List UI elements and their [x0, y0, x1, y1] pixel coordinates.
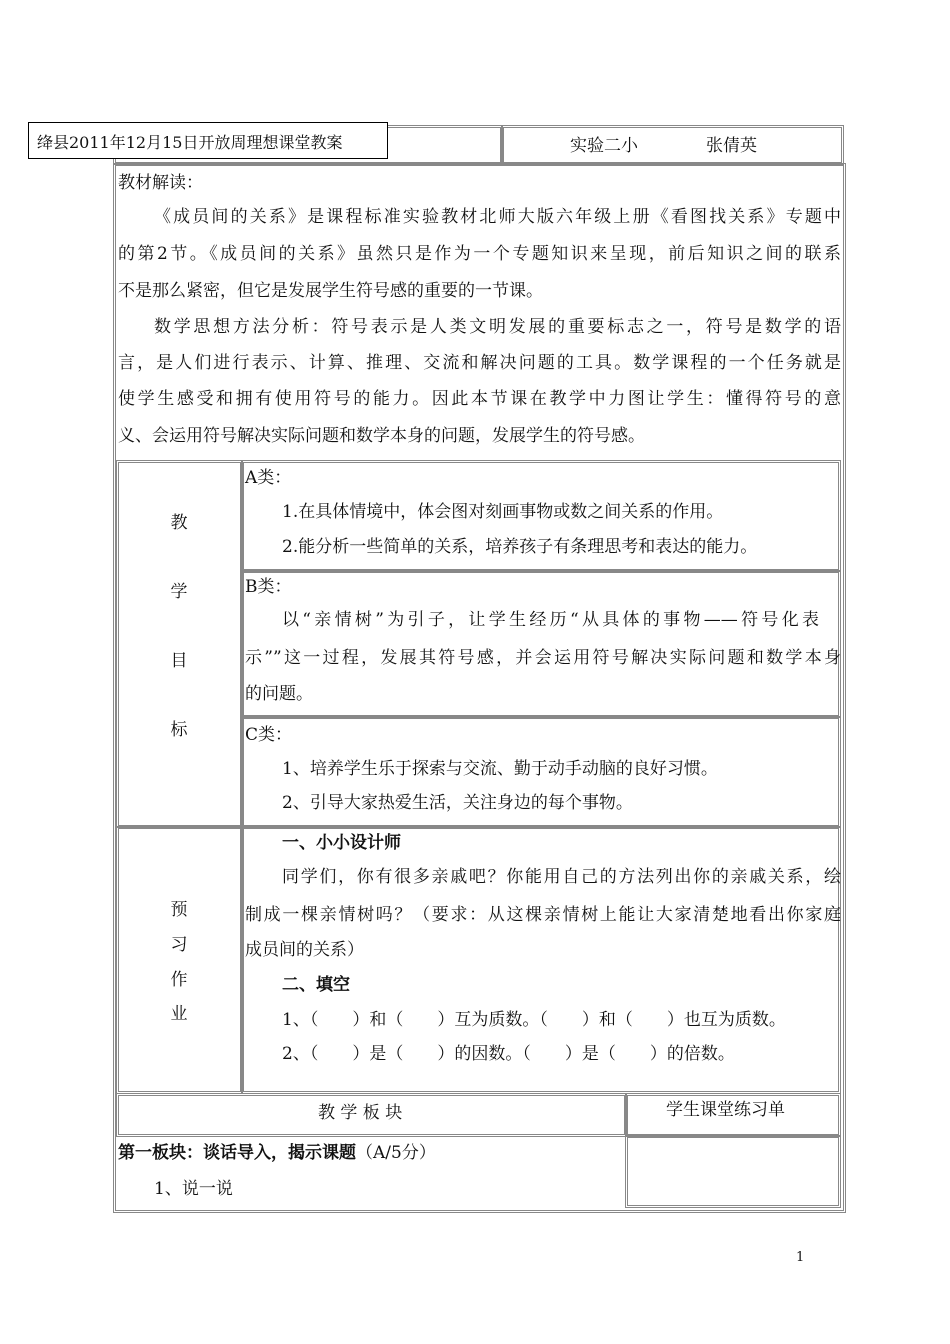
preview-section1-line3: 成员间的关系） — [245, 940, 364, 960]
preview-label-char-1: 预 — [170, 900, 188, 920]
goals-label-char-1: 教 — [170, 513, 188, 533]
preview-label-cell — [116, 826, 243, 1094]
goals-b-line-2: 示””这一过程，发展其符号感，并会运用符号解决实际问题和数学本身 — [245, 648, 841, 668]
goals-b-title: B类： — [245, 577, 292, 597]
teacher-name: 张倩英 — [706, 136, 757, 156]
document-title: 绛县2011年12月15日开放周理想课堂教案 — [37, 133, 343, 152]
title-box — [28, 122, 388, 159]
goals-c-item-1: 1、培养学生乐于探索与交流、勤于动手动脑的良好习惯。 — [282, 759, 718, 779]
interpretation-p2-line3: 使学生感受和拥有使用符号的能力。因此本节课在教学中力图让学生：懂得符号的意 — [118, 389, 841, 409]
preview-fill-line-1: 1、（ ）和（ ）互为质数。（ ）和（ ）也互为质数。 — [282, 1010, 786, 1030]
interpretation-p1-line2: 的第2节。《成员间的关系》虽然只是作为一个专题知识来呈现，前后知识之间的联系 — [118, 244, 841, 264]
preview-label-char-2: 习 — [170, 935, 188, 955]
goals-c-item-2: 2、引导大家热爱生活，关注身边的每个事物。 — [282, 793, 633, 813]
interpretation-p2-line2: 言，是人们进行表示、计算、推理、交流和解决问题的工具。数学课程的一个任务就是 — [118, 353, 841, 373]
goals-b-line-3: 的问题。 — [245, 684, 313, 704]
preview-label-char-3: 作 — [170, 970, 188, 990]
interpretation-p1-line1: 《成员间的关系》是课程标准实验教材北师大版六年级上册《看图找关系》专题中 — [154, 207, 841, 227]
exercise-cell — [625, 1135, 841, 1208]
preview-section1-title: 一、小小设计师 — [282, 833, 401, 853]
goals-c-title: C类： — [245, 725, 293, 745]
block1-title: 第一板块：谈话导入，揭示课题 — [118, 1143, 356, 1163]
interpretation-p2-line4: 义、会运用符号解决实际问题和数学本身的问题，发展学生的符号感。 — [118, 426, 645, 446]
interpretation-heading: 教材解读： — [118, 173, 203, 193]
preview-section1-line1: 同学们，你有很多亲戚吧？你能用自己的方法列出你的亲戚关系，绘 — [282, 867, 841, 887]
goals-b-line-1: 以“亲情树”为引子，让学生经历“从具体的事物——符号化表 — [282, 610, 819, 630]
blocks-header-exercise: 学生课堂练习单 — [666, 1100, 785, 1120]
blocks-header-teaching: 教 学 板 块 — [318, 1103, 403, 1123]
preview-section2-title: 二、填空 — [282, 975, 350, 995]
header-right-cell — [501, 125, 844, 165]
block1-heading — [118, 1136, 436, 1170]
preview-section1-line2: 制成一棵亲情树吗？（要求：从这棵亲情树上能让大家清楚地看出你家庭 — [245, 905, 841, 925]
block1-note: （A/5分） — [356, 1143, 436, 1163]
page-number: 1 — [796, 1250, 805, 1265]
goals-label-char-2: 学 — [170, 582, 188, 602]
school-name: 实验二小 — [570, 136, 638, 156]
block1-item: 1、说一说 — [154, 1179, 233, 1199]
goals-a-item-1: 1.在具体情境中，体会图对刻画事物或数之间关系的作用。 — [282, 502, 724, 522]
goals-a-item-2: 2.能分析一些简单的关系，培养孩子有条理思考和表达的能力。 — [282, 537, 758, 557]
interpretation-p2-line1: 数学思想方法分析：符号表示是人类文明发展的重要标志之一，符号是数学的语 — [154, 317, 841, 337]
preview-fill-line-2: 2、（ ）是（ ）的因数。（ ）是（ ）的倍数。 — [282, 1044, 735, 1064]
goals-label-char-3: 目 — [170, 651, 188, 671]
goals-a-title: A类： — [245, 468, 292, 488]
preview-label-char-4: 业 — [170, 1004, 188, 1024]
goals-label-char-4: 标 — [170, 720, 188, 740]
interpretation-p1-line3: 不是那么紧密，但它是发展学生符号感的重要的一节课。 — [118, 281, 543, 301]
